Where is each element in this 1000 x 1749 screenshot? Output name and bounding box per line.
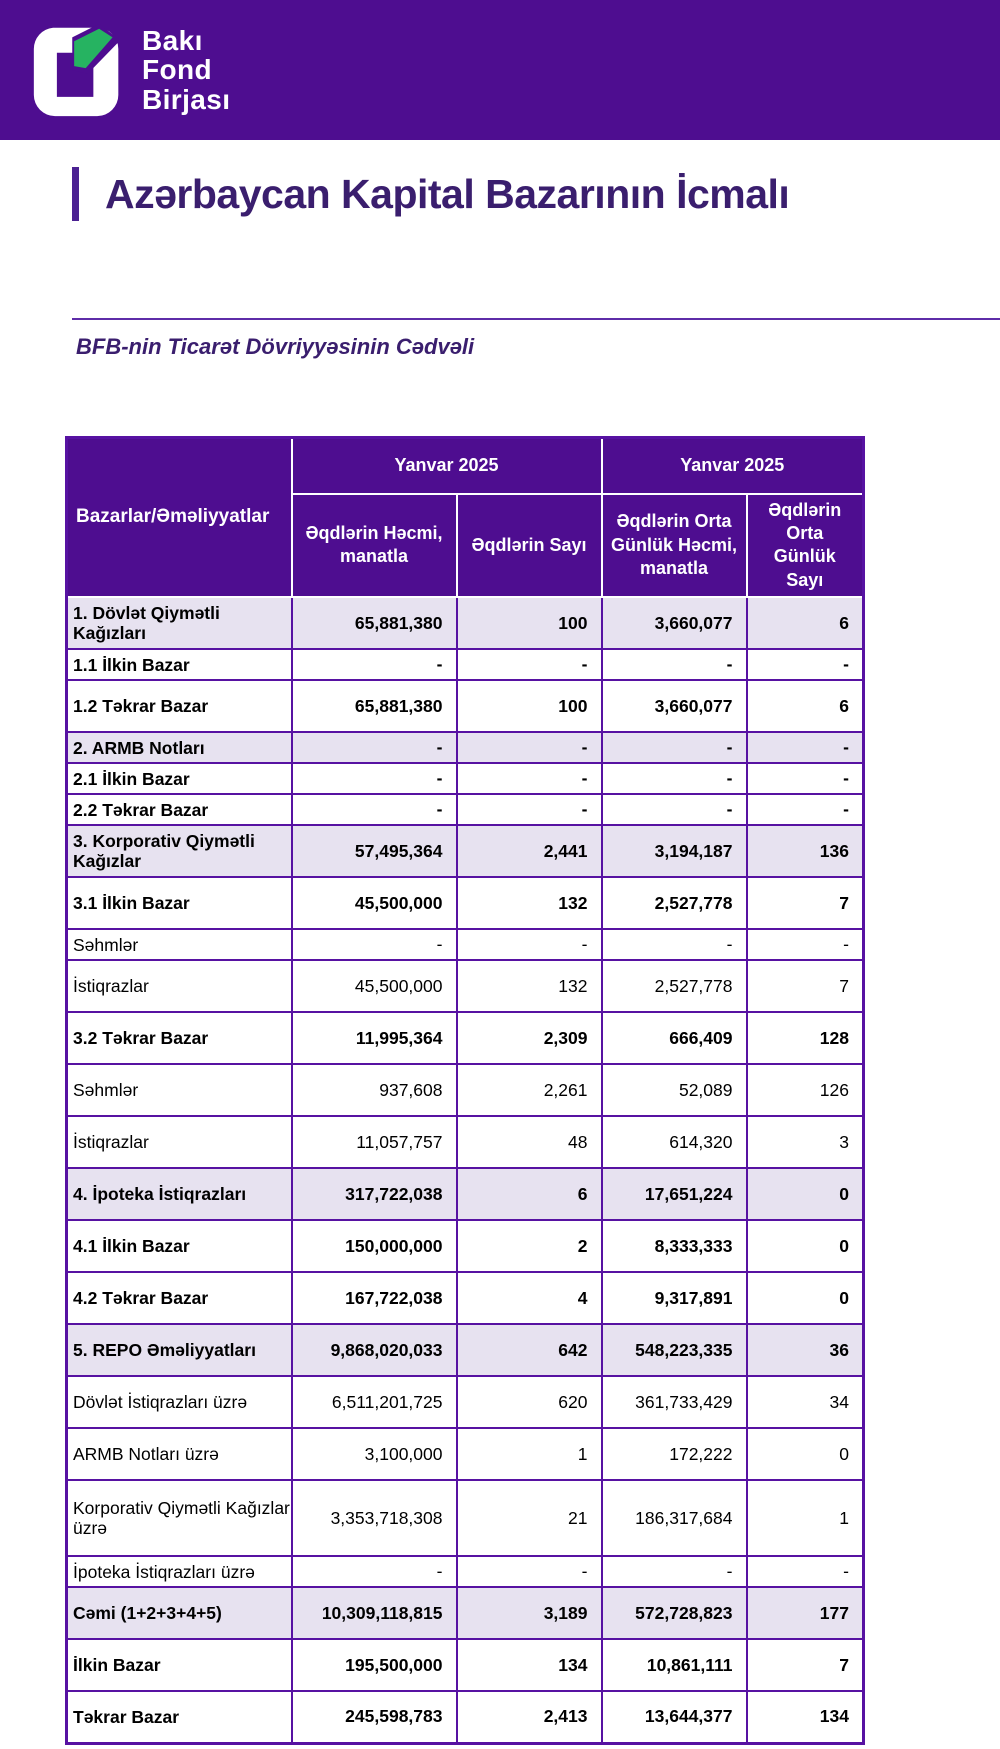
row-value: - [457, 929, 602, 960]
brand-name [142, 26, 230, 114]
row-value: 642 [457, 1324, 602, 1376]
row-value: - [602, 1556, 747, 1587]
row-value: 620 [457, 1376, 602, 1428]
row-label: 4.2 Təkrar Bazar [67, 1272, 292, 1324]
table-row [67, 1587, 864, 1639]
row-label: Təkrar Bazar [67, 1691, 292, 1743]
row-value: 7 [747, 877, 864, 929]
row-value: - [292, 732, 457, 763]
row-value: 0 [747, 1220, 864, 1272]
row-value: - [457, 1556, 602, 1587]
row-value: 167,722,038 [292, 1272, 457, 1324]
row-value: 128 [747, 1012, 864, 1064]
row-label: 3. Korporativ Qiymətli Kağızlar [67, 825, 292, 877]
row-value: 11,995,364 [292, 1012, 457, 1064]
row-value: - [602, 794, 747, 825]
row-value: - [747, 732, 864, 763]
row-label: Dövlət İstiqrazları üzrə [67, 1376, 292, 1428]
divider-line [72, 318, 1000, 320]
row-value: - [747, 794, 864, 825]
table-row [67, 1376, 864, 1428]
row-value: 6,511,201,725 [292, 1376, 457, 1428]
row-value: 245,598,783 [292, 1691, 457, 1743]
row-value: 2 [457, 1220, 602, 1272]
row-label: 2. ARMB Notları [67, 732, 292, 763]
table-row [67, 1556, 864, 1587]
table-row [67, 1428, 864, 1480]
row-value: 9,317,891 [602, 1272, 747, 1324]
row-value: 1 [747, 1480, 864, 1556]
row-value: 100 [457, 680, 602, 732]
row-value: - [292, 649, 457, 680]
row-value: 34 [747, 1376, 864, 1428]
row-value: 6 [747, 680, 864, 732]
row-value: 3,353,718,308 [292, 1480, 457, 1556]
title-block [72, 166, 1000, 222]
table-row [67, 1012, 864, 1064]
row-label: 3.2 Təkrar Bazar [67, 1012, 292, 1064]
table-row [67, 1168, 864, 1220]
row-value: 3 [747, 1116, 864, 1168]
brand-banner [0, 0, 1000, 140]
row-value: 11,057,757 [292, 1116, 457, 1168]
row-value: - [457, 794, 602, 825]
row-value: 186,317,684 [602, 1480, 747, 1556]
row-value: 3,194,187 [602, 825, 747, 877]
row-value: 57,495,364 [292, 825, 457, 877]
row-label: 1.2 Təkrar Bazar [67, 680, 292, 732]
row-value: 666,409 [602, 1012, 747, 1064]
row-label: 3.1 İlkin Bazar [67, 877, 292, 929]
row-value: - [747, 649, 864, 680]
row-value: - [602, 649, 747, 680]
row-value: 8,333,333 [602, 1220, 747, 1272]
row-value: 136 [747, 825, 864, 877]
row-value: 45,500,000 [292, 877, 457, 929]
row-value: 3,660,077 [602, 680, 747, 732]
table-row [67, 1691, 864, 1743]
table-row [67, 680, 864, 732]
row-value: 52,089 [602, 1064, 747, 1116]
column-header-avg-daily-volume: Əqdlərin Orta Günlük Həcmi, manatla [602, 494, 747, 598]
row-value: 65,881,380 [292, 680, 457, 732]
row-value: 614,320 [602, 1116, 747, 1168]
row-value: - [747, 763, 864, 794]
row-value: 2,527,778 [602, 960, 747, 1012]
title-accent-bar [72, 167, 79, 221]
row-value: 3,100,000 [292, 1428, 457, 1480]
row-label: Korporativ Qiymətli Kağızlar üzrə [67, 1480, 292, 1556]
row-value: - [602, 929, 747, 960]
row-label: Səhmlər [67, 929, 292, 960]
row-value: 3,660,077 [602, 597, 747, 649]
row-label: 4. İpoteka İstiqrazları [67, 1168, 292, 1220]
row-value: 10,861,111 [602, 1639, 747, 1691]
row-value: 7 [747, 1639, 864, 1691]
row-value: 2,309 [457, 1012, 602, 1064]
page-title: Azərbaycan Kapital Bazarının İcmalı [105, 170, 790, 217]
row-value: 3,189 [457, 1587, 602, 1639]
row-value: 126 [747, 1064, 864, 1116]
row-value: 134 [457, 1639, 602, 1691]
row-value: 177 [747, 1587, 864, 1639]
row-value: 132 [457, 960, 602, 1012]
row-value: - [602, 732, 747, 763]
table-row [67, 929, 864, 960]
row-value: - [292, 929, 457, 960]
row-label: 1.1 İlkin Bazar [67, 649, 292, 680]
row-value: 317,722,038 [292, 1168, 457, 1220]
table-row [67, 1116, 864, 1168]
column-header-deal-volume: Əqdlərin Həcmi, manatla [292, 494, 457, 598]
row-value: 2,413 [457, 1691, 602, 1743]
row-value: - [602, 763, 747, 794]
row-value: 132 [457, 877, 602, 929]
row-value: 21 [457, 1480, 602, 1556]
row-value: 36 [747, 1324, 864, 1376]
table-row [67, 1639, 864, 1691]
table-row [67, 1220, 864, 1272]
row-value: - [457, 649, 602, 680]
table-row [67, 763, 864, 794]
row-label: Səhmlər [67, 1064, 292, 1116]
row-label: 5. REPO Əməliyyatları [67, 1324, 292, 1376]
row-value: 2,527,778 [602, 877, 747, 929]
row-value: 0 [747, 1272, 864, 1324]
row-label: Cəmi (1+2+3+4+5) [67, 1587, 292, 1639]
row-label: 2.1 İlkin Bazar [67, 763, 292, 794]
row-value: 361,733,429 [602, 1376, 747, 1428]
row-label: 2.2 Təkrar Bazar [67, 794, 292, 825]
row-value: 17,651,224 [602, 1168, 747, 1220]
brand-name-line: Fond [142, 54, 213, 86]
row-value: 7 [747, 960, 864, 1012]
table-row [67, 1324, 864, 1376]
row-value: - [292, 763, 457, 794]
row-value: - [292, 1556, 457, 1587]
row-value: 195,500,000 [292, 1639, 457, 1691]
row-label: İstiqrazlar [67, 960, 292, 1012]
section-subtitle: BFB-nin Ticarət Dövriyyəsinin Cədvəli [76, 334, 475, 359]
row-value: 100 [457, 597, 602, 649]
row-label: 1. Dövlət Qiymətli Kağızları [67, 597, 292, 649]
row-value: 65,881,380 [292, 597, 457, 649]
row-value: 10,309,118,815 [292, 1587, 457, 1639]
brand-name-line: Bakı [142, 24, 203, 56]
table-row [67, 794, 864, 825]
table-row [67, 1064, 864, 1116]
row-value: 134 [747, 1691, 864, 1743]
column-header-deal-count: Əqdlərin Sayı [457, 494, 602, 598]
brand-name-line: Birjası [142, 83, 231, 115]
table-row [67, 877, 864, 929]
row-value: 45,500,000 [292, 960, 457, 1012]
row-value: - [457, 763, 602, 794]
table-row [67, 825, 864, 877]
row-value: 9,868,020,033 [292, 1324, 457, 1376]
row-value: - [457, 732, 602, 763]
row-value: 937,608 [292, 1064, 457, 1116]
row-value: 6 [747, 597, 864, 649]
turnover-table [65, 436, 865, 1745]
row-label: İlkin Bazar [67, 1639, 292, 1691]
row-label: İpoteka İstiqrazları üzrə [67, 1556, 292, 1587]
row-value: 548,223,335 [602, 1324, 747, 1376]
column-header-markets: Bazarlar/Əməliyyatlar [67, 438, 292, 598]
column-group-header-january-2025-b: Yanvar 2025 [602, 438, 864, 494]
row-value: - [747, 929, 864, 960]
row-value: 48 [457, 1116, 602, 1168]
row-value: 1 [457, 1428, 602, 1480]
row-value: 172,222 [602, 1428, 747, 1480]
row-value: 6 [457, 1168, 602, 1220]
table-row [67, 732, 864, 763]
table-row [67, 1480, 864, 1556]
row-value: 4 [457, 1272, 602, 1324]
table-row [67, 649, 864, 680]
row-label: 4.1 İlkin Bazar [67, 1220, 292, 1272]
column-group-header-january-2025-a: Yanvar 2025 [292, 438, 602, 494]
row-value: 150,000,000 [292, 1220, 457, 1272]
table-row [67, 597, 864, 649]
table-row [67, 960, 864, 1012]
row-value: - [292, 794, 457, 825]
row-value: 0 [747, 1428, 864, 1480]
bfb-logo-icon [30, 21, 126, 119]
row-value: 0 [747, 1168, 864, 1220]
row-label: ARMB Notları üzrə [67, 1428, 292, 1480]
row-value: 2,261 [457, 1064, 602, 1116]
table-header-row [67, 438, 864, 494]
table-row [67, 1272, 864, 1324]
row-value: - [747, 1556, 864, 1587]
column-header-avg-daily-count: Əqdlərin Orta Günlük Sayı [747, 494, 864, 598]
row-value: 13,644,377 [602, 1691, 747, 1743]
row-value: 572,728,823 [602, 1587, 747, 1639]
row-label: İstiqrazlar [67, 1116, 292, 1168]
row-value: 2,441 [457, 825, 602, 877]
